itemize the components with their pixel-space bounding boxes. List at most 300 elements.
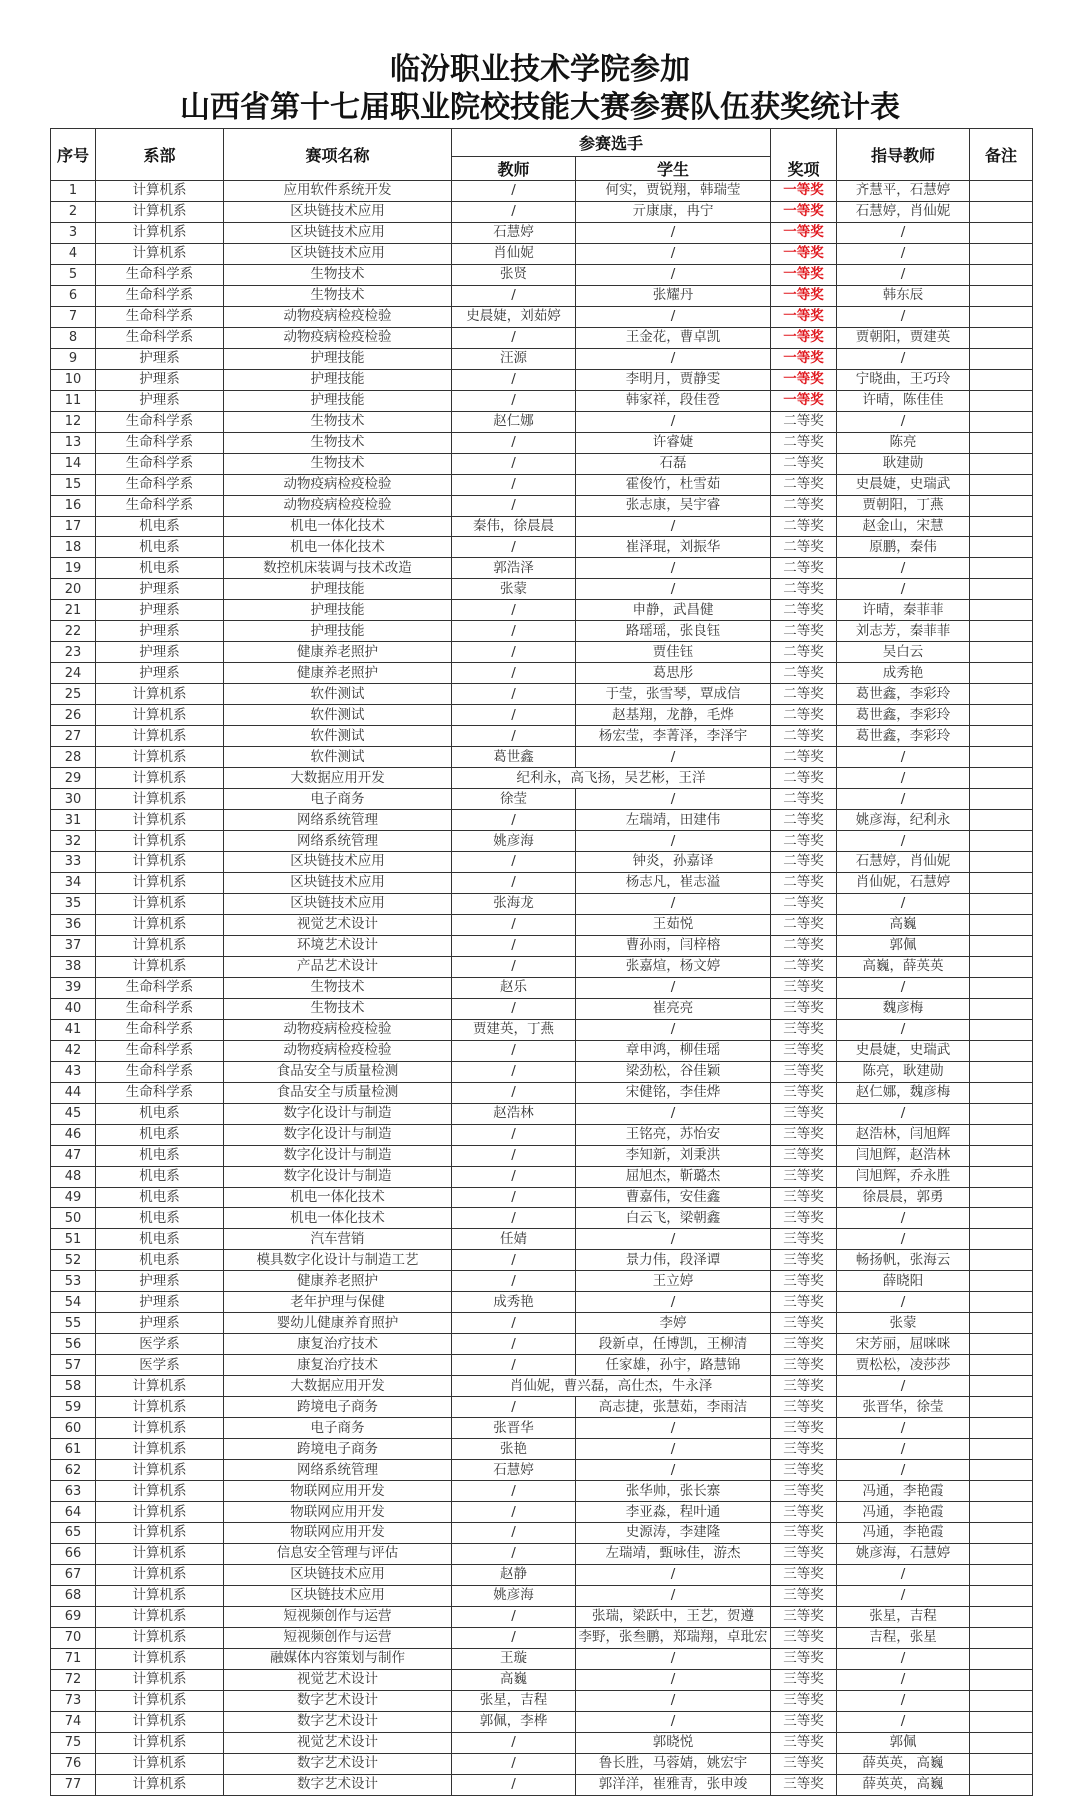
cell-no: 67 [51,1564,96,1585]
cell-teacher: 徐莹 [452,789,576,810]
table-row [51,1334,1033,1355]
cell-award: 二等奖 [771,453,837,474]
cell-dept: 计算机系 [96,852,224,873]
cell-teacher: 张星，吉程 [452,1690,576,1711]
cell-dept: 机电系 [96,1208,224,1229]
cell-student: 宋健铭，李佳烨 [576,1082,771,1103]
cell-remark [970,1082,1033,1103]
cell-dept: 护理系 [96,369,224,390]
cell-student: 杨宏莹，李菁泽，李泽宇 [576,726,771,747]
cell-remark [970,1774,1033,1795]
cell-remark [970,1355,1033,1376]
table-row [51,201,1033,222]
cell-teacher: 贾建英，丁燕 [452,1019,576,1040]
cell-award: 二等奖 [771,893,837,914]
table-row [51,1690,1033,1711]
table-row [51,914,1033,935]
cell-remark [970,474,1033,495]
cell-participants: 纪利永，高飞扬，吴艺彬，王洋 [452,768,771,789]
cell-award: 二等奖 [771,537,837,558]
cell-student: / [576,893,771,914]
cell-event: 网络系统管理 [224,810,452,831]
cell-teacher: / [452,726,576,747]
cell-award: 三等奖 [771,1648,837,1669]
cell-award: 三等奖 [771,1229,837,1250]
cell-teacher: 张海龙 [452,893,576,914]
cell-award: 三等奖 [771,1124,837,1145]
cell-student: 崔泽琨，刘振华 [576,537,771,558]
cell-remark [970,1439,1033,1460]
cell-event: 模具数字化设计与制造工艺 [224,1250,452,1271]
cell-dept: 计算机系 [96,726,224,747]
cell-remark [970,1564,1033,1585]
cell-remark [970,1187,1033,1208]
table-row [51,1418,1033,1439]
cell-dept: 计算机系 [96,1439,224,1460]
cell-advisor: / [837,243,970,264]
cell-award: 三等奖 [771,1460,837,1481]
cell-no: 6 [51,285,96,306]
table-row [51,1208,1033,1229]
cell-advisor: 贾朝阳，丁燕 [837,495,970,516]
cell-teacher: / [452,327,576,348]
cell-student: 赵基翔，龙静，毛烨 [576,705,771,726]
cell-dept: 生命科学系 [96,1040,224,1061]
table-row [51,495,1033,516]
cell-dept: 护理系 [96,1292,224,1313]
cell-dept: 生命科学系 [96,495,224,516]
table-row [51,390,1033,411]
cell-remark [970,348,1033,369]
cell-advisor: / [837,558,970,579]
table-row [51,872,1033,893]
cell-teacher: / [452,1523,576,1544]
cell-student: 葛思彤 [576,663,771,684]
cell-dept: 计算机系 [96,243,224,264]
cell-remark [970,705,1033,726]
cell-dept: 护理系 [96,1271,224,1292]
cell-event: 数字化设计与制造 [224,1124,452,1145]
table-row [51,243,1033,264]
cell-dept: 计算机系 [96,747,224,768]
cell-no: 50 [51,1208,96,1229]
cell-teacher: / [452,1481,576,1502]
cell-student: / [576,1439,771,1460]
cell-award: 一等奖 [771,264,837,285]
cell-dept: 计算机系 [96,705,224,726]
table-row [51,1250,1033,1271]
cell-remark [970,1397,1033,1418]
cell-award: 三等奖 [771,1774,837,1795]
cell-event: 护理技能 [224,621,452,642]
cell-student: 张瑞，梁跃中，王艺，贺遵 [576,1606,771,1627]
cell-teacher: 赵乐 [452,977,576,998]
cell-dept: 计算机系 [96,1627,224,1648]
table-row [51,1523,1033,1544]
cell-dept: 计算机系 [96,1648,224,1669]
cell-advisor: 吴白云 [837,642,970,663]
cell-advisor: / [837,1439,970,1460]
cell-dept: 护理系 [96,1313,224,1334]
cell-no: 45 [51,1103,96,1124]
cell-dept: 计算机系 [96,1690,224,1711]
cell-event: 大数据应用开发 [224,768,452,789]
cell-advisor: 陈亮，耿建勋 [837,1061,970,1082]
cell-remark [970,432,1033,453]
table-row [51,789,1033,810]
cell-dept: 生命科学系 [96,474,224,495]
cell-advisor: 葛世鑫，李彩玲 [837,684,970,705]
cell-event: 区块链技术应用 [224,852,452,873]
cell-dept: 护理系 [96,579,224,600]
cell-remark [970,914,1033,935]
cell-advisor: / [837,222,970,243]
cell-advisor: / [837,789,970,810]
cell-award: 一等奖 [771,201,837,222]
table-row [51,1124,1033,1145]
cell-advisor: 肖仙妮，石慧婷 [837,872,970,893]
cell-student: 高志捷，张慧茹，李雨洁 [576,1397,771,1418]
header-student: 学生 [576,157,771,181]
cell-event: 区块链技术应用 [224,243,452,264]
cell-teacher: 葛世鑫 [452,747,576,768]
cell-no: 10 [51,369,96,390]
cell-remark [970,516,1033,537]
cell-dept: 机电系 [96,558,224,579]
cell-student: / [576,1585,771,1606]
cell-teacher: / [452,495,576,516]
cell-student: / [576,264,771,285]
table-row [51,1019,1033,1040]
cell-no: 63 [51,1481,96,1502]
cell-advisor: / [837,747,970,768]
cell-teacher: / [452,956,576,977]
cell-event: 大数据应用开发 [224,1376,452,1397]
cell-event: 健康养老照护 [224,663,452,684]
cell-no: 13 [51,432,96,453]
cell-dept: 计算机系 [96,1711,224,1732]
cell-no: 14 [51,453,96,474]
cell-remark [970,1502,1033,1523]
cell-no: 30 [51,789,96,810]
cell-advisor: / [837,306,970,327]
cell-event: 软件测试 [224,684,452,705]
table-row [51,1166,1033,1187]
cell-award: 二等奖 [771,579,837,600]
cell-student: / [576,1019,771,1040]
table-row [51,998,1033,1019]
table-row [51,1061,1033,1082]
cell-student: / [576,243,771,264]
cell-teacher: / [452,369,576,390]
cell-advisor: 原鹏，秦伟 [837,537,970,558]
cell-award: 三等奖 [771,1376,837,1397]
cell-remark [970,1690,1033,1711]
cell-advisor: 葛世鑫，李彩玲 [837,705,970,726]
cell-award: 二等奖 [771,558,837,579]
cell-teacher: / [452,1208,576,1229]
cell-award: 二等奖 [771,516,837,537]
cell-teacher: 王璇 [452,1648,576,1669]
cell-dept: 护理系 [96,663,224,684]
cell-advisor: 冯通，李艳霞 [837,1481,970,1502]
cell-advisor: 张星，吉程 [837,1606,970,1627]
cell-event: 区块链技术应用 [224,1585,452,1606]
cell-remark [970,935,1033,956]
table-row [51,1376,1033,1397]
cell-advisor: 闫旭辉，赵浩林 [837,1145,970,1166]
cell-student: / [576,579,771,600]
cell-teacher: / [452,1502,576,1523]
cell-event: 汽车营销 [224,1229,452,1250]
cell-event: 数字化设计与制造 [224,1166,452,1187]
cell-advisor: / [837,1648,970,1669]
cell-event: 动物疫病检疫检验 [224,495,452,516]
cell-no: 58 [51,1376,96,1397]
cell-remark [970,201,1033,222]
cell-student: / [576,1648,771,1669]
table-row [51,1732,1033,1753]
cell-no: 25 [51,684,96,705]
cell-award: 二等奖 [771,872,837,893]
cell-student: / [576,1690,771,1711]
cell-no: 21 [51,600,96,621]
cell-advisor: 宋芳丽，屈咪咪 [837,1334,970,1355]
cell-advisor: 赵仁娜，魏彦梅 [837,1082,970,1103]
cell-dept: 计算机系 [96,914,224,935]
cell-remark [970,852,1033,873]
cell-advisor: 郭佩 [837,935,970,956]
cell-advisor: 石慧婷，肖仙妮 [837,852,970,873]
cell-dept: 计算机系 [96,1397,224,1418]
cell-no: 47 [51,1145,96,1166]
cell-advisor: 徐晨晨，郭勇 [837,1187,970,1208]
cell-event: 生物技术 [224,411,452,432]
cell-award: 二等奖 [771,684,837,705]
cell-award: 二等奖 [771,726,837,747]
cell-dept: 生命科学系 [96,1082,224,1103]
cell-award: 二等奖 [771,663,837,684]
cell-no: 55 [51,1313,96,1334]
cell-award: 二等奖 [771,621,837,642]
cell-remark [970,1669,1033,1690]
table-row [51,222,1033,243]
table-row [51,369,1033,390]
cell-remark [970,537,1033,558]
cell-advisor: / [837,1711,970,1732]
cell-remark [970,1585,1033,1606]
cell-advisor: / [837,264,970,285]
cell-student: 梁劲松，谷佳颖 [576,1061,771,1082]
cell-award: 三等奖 [771,1502,837,1523]
cell-dept: 计算机系 [96,1523,224,1544]
cell-dept: 计算机系 [96,810,224,831]
cell-event: 短视频创作与运营 [224,1606,452,1627]
table-row [51,852,1033,873]
table-row [51,1753,1033,1774]
cell-student: 申静，武昌健 [576,600,771,621]
cell-event: 物联网应用开发 [224,1523,452,1544]
cell-teacher: / [452,181,576,202]
cell-event: 融媒体内容策划与制作 [224,1648,452,1669]
cell-event: 视觉艺术设计 [224,914,452,935]
cell-teacher: / [452,1145,576,1166]
cell-advisor: 张晋华，徐莹 [837,1397,970,1418]
table-row [51,579,1033,600]
cell-student: 李明月，贾静雯 [576,369,771,390]
cell-advisor: 赵金山，宋慧 [837,516,970,537]
cell-advisor: 高巍 [837,914,970,935]
cell-teacher: / [452,1753,576,1774]
cell-remark [970,1040,1033,1061]
cell-teacher: / [452,1627,576,1648]
cell-remark [970,411,1033,432]
table-row [51,1271,1033,1292]
header-remark: 备注 [970,129,1033,181]
table-row [51,474,1033,495]
cell-teacher: / [452,201,576,222]
cell-no: 38 [51,956,96,977]
cell-teacher: / [452,1040,576,1061]
cell-student: / [576,1103,771,1124]
cell-no: 19 [51,558,96,579]
cell-event: 健康养老照护 [224,1271,452,1292]
cell-award: 三等奖 [771,1250,837,1271]
cell-remark [970,243,1033,264]
cell-remark [970,1627,1033,1648]
cell-no: 4 [51,243,96,264]
cell-event: 食品安全与质量检测 [224,1061,452,1082]
cell-event: 数字艺术设计 [224,1711,452,1732]
cell-no: 72 [51,1669,96,1690]
cell-advisor: 刘志芳，秦菲菲 [837,621,970,642]
cell-dept: 机电系 [96,1124,224,1145]
table-row [51,181,1033,202]
cell-no: 66 [51,1543,96,1564]
cell-award: 二等奖 [771,852,837,873]
cell-dept: 计算机系 [96,684,224,705]
cell-no: 61 [51,1439,96,1460]
cell-advisor: 史晨婕，史瑞武 [837,474,970,495]
cell-teacher: / [452,914,576,935]
cell-teacher: 张贤 [452,264,576,285]
cell-advisor: 葛世鑫，李彩玲 [837,726,970,747]
cell-no: 70 [51,1627,96,1648]
cell-teacher: / [452,1187,576,1208]
cell-award: 三等奖 [771,1627,837,1648]
cell-advisor: 赵浩林，闫旭辉 [837,1124,970,1145]
cell-event: 老年护理与保健 [224,1292,452,1313]
table-row [51,306,1033,327]
cell-teacher: 石慧婷 [452,1460,576,1481]
cell-event: 护理技能 [224,579,452,600]
cell-advisor: / [837,768,970,789]
table-row [51,1502,1033,1523]
cell-advisor: 薛晓阳 [837,1271,970,1292]
cell-award: 三等奖 [771,1019,837,1040]
table-row [51,264,1033,285]
cell-teacher: / [452,1732,576,1753]
cell-dept: 生命科学系 [96,1061,224,1082]
cell-student: 王立婷 [576,1271,771,1292]
cell-dept: 生命科学系 [96,998,224,1019]
table-row [51,537,1033,558]
table-row [51,726,1033,747]
cell-advisor: 吉程，张星 [837,1627,970,1648]
cell-event: 生物技术 [224,998,452,1019]
cell-remark [970,1124,1033,1145]
cell-no: 36 [51,914,96,935]
cell-student: / [576,1460,771,1481]
cell-remark [970,558,1033,579]
table-row [51,768,1033,789]
cell-student: / [576,516,771,537]
cell-advisor: 石慧婷，肖仙妮 [837,201,970,222]
cell-no: 52 [51,1250,96,1271]
table-row [51,1606,1033,1627]
cell-no: 26 [51,705,96,726]
cell-award: 三等奖 [771,1481,837,1502]
cell-remark [970,1732,1033,1753]
cell-student: / [576,1418,771,1439]
cell-remark [970,956,1033,977]
cell-dept: 生命科学系 [96,432,224,453]
table-row [51,1082,1033,1103]
cell-student: 张嘉煊，杨文婷 [576,956,771,977]
cell-dept: 计算机系 [96,1585,224,1606]
cell-remark [970,726,1033,747]
cell-event: 区块链技术应用 [224,222,452,243]
cell-event: 视觉艺术设计 [224,1669,452,1690]
cell-advisor: / [837,579,970,600]
cell-dept: 计算机系 [96,1543,224,1564]
cell-dept: 生命科学系 [96,411,224,432]
cell-student: / [576,1669,771,1690]
cell-remark [970,1460,1033,1481]
cell-advisor: 冯通，李艳霞 [837,1502,970,1523]
cell-teacher: / [452,600,576,621]
cell-teacher: / [452,453,576,474]
cell-event: 区块链技术应用 [224,1564,452,1585]
cell-advisor: 高巍，薛英英 [837,956,970,977]
cell-advisor: / [837,1564,970,1585]
cell-remark [970,1103,1033,1124]
cell-teacher: 汪源 [452,348,576,369]
cell-award: 三等奖 [771,1355,837,1376]
cell-remark [970,1418,1033,1439]
table-row [51,935,1033,956]
cell-award: 三等奖 [771,977,837,998]
table-row [51,1103,1033,1124]
cell-student: 任家雄，孙宇，路慧锦 [576,1355,771,1376]
cell-award: 三等奖 [771,1439,837,1460]
cell-remark [970,977,1033,998]
cell-advisor: / [837,348,970,369]
document-title-line1: 临汾职业技术学院参加 [390,52,690,87]
cell-award: 二等奖 [771,747,837,768]
cell-dept: 护理系 [96,348,224,369]
cell-no: 18 [51,537,96,558]
cell-remark [970,1166,1033,1187]
cell-event: 护理技能 [224,369,452,390]
cell-remark [970,1229,1033,1250]
cell-no: 31 [51,810,96,831]
cell-remark [970,285,1033,306]
cell-student: 李亚淼，程叶通 [576,1502,771,1523]
cell-teacher: / [452,1355,576,1376]
cell-remark [970,1376,1033,1397]
table-row [51,1648,1033,1669]
